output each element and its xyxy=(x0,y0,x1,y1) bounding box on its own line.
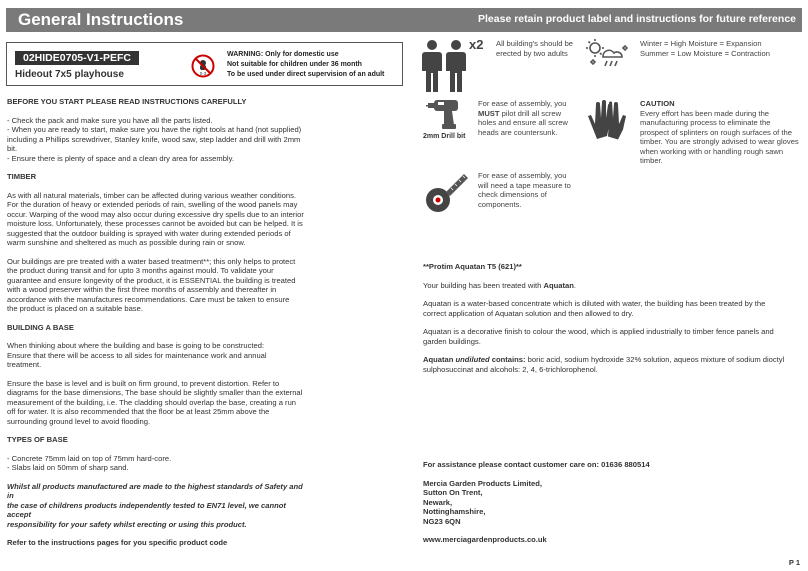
caution-heading: CAUTION xyxy=(640,99,675,108)
before-line: including a Phillips screwdriver, Stanley knife, wood saw, step ladder and drill with 2mm xyxy=(7,134,301,144)
timber-line: moisture loss. Unfortunately, these processes cannot be avoided but can be helped. It is xyxy=(7,219,303,228)
caution-line: timber. You are strongly advised to wear gloves xyxy=(640,137,799,146)
base-line: diagrams for the base dimensions, The base should be slightly smaller than the external xyxy=(7,388,303,397)
base-line: Ensure the base is level and is built on firm ground, to prevent distortion. Refer to xyxy=(7,378,280,388)
address-line: NG23 6QN xyxy=(423,516,461,526)
tape-measure-icon xyxy=(424,170,470,214)
timber-line: guarantee and ensure longevity of the product, it is ESSENTIAL the building is treated xyxy=(7,275,296,285)
base-line: treatment. xyxy=(7,360,42,369)
left-column xyxy=(7,97,307,548)
weather-text xyxy=(640,39,770,58)
product-code: 02HIDE0705-V1-PEFC xyxy=(15,51,139,65)
warning-text xyxy=(227,50,384,80)
timber-heading: TIMBER xyxy=(7,172,37,181)
aq3-bold: Aquatan xyxy=(423,355,456,364)
drill-text-line: holes and ensure all screw xyxy=(478,118,568,127)
standards-line: Whilst all products manufactured are made to the highest standards of Safety and in xyxy=(7,481,303,500)
people-text xyxy=(496,39,573,58)
page-title: General Instructions xyxy=(18,10,184,29)
refer-line: Refer to the instructions pages for you specific product code xyxy=(7,538,228,547)
base-line: Ensure that there will be access to all sides for maintenance work and annual xyxy=(7,350,267,360)
before-line: - Ensure there is plenty of space and a clean dry area for assembly. xyxy=(7,153,234,163)
drill-must: MUST xyxy=(478,108,500,118)
caution-line: when working with or handling rough sawn xyxy=(640,146,784,156)
timber-line: Our buildings are pre treated with a water based treatment**; this only helps to protect xyxy=(7,256,296,266)
before-heading: BEFORE YOU START PLEASE READ INSTRUCTIONS CAREFULLY xyxy=(7,97,247,106)
aquatan-line: Aquatan is a water-based concentrate which is diluted with water, the building has been treated by the xyxy=(423,299,766,308)
drill-text xyxy=(478,99,568,137)
aq3-italic: undiluted xyxy=(455,355,490,364)
types-heading: TYPES OF BASE xyxy=(7,435,68,444)
caution-line: timber. xyxy=(640,156,663,165)
types-line: - Slabs laid on 50mm of sharp sand. xyxy=(7,463,129,472)
aquatan-line: garden buildings. xyxy=(423,336,481,346)
drill-text-line: For ease of assembly, you xyxy=(478,99,567,108)
tape-text-line: For ease of assembly, you xyxy=(478,171,567,180)
people-text-line: erected by two adults xyxy=(496,48,568,58)
address-line: Sutton On Trent, xyxy=(423,488,483,497)
standards-line: the case of childrens products independently tested to EN71 level, we cannot accept xyxy=(7,500,286,519)
aquatan-line: sulphosuccinat and alcohols: 2, 4, 6-trichlorophenol. xyxy=(423,364,598,374)
aq3-rest: boric acid, sodium hydroxide 32% solution, aqueos mixture of sodium dioctyl xyxy=(525,355,785,364)
product-name: Hideout 7x5 playhouse xyxy=(15,69,124,80)
weather-text-line: Summer = Low Moisture = Contraction xyxy=(640,48,770,58)
drill-label: 2mm Drill bit xyxy=(423,133,466,140)
caution-line: Every effort has been made during the xyxy=(640,108,770,118)
base-line: off for water. It is also recommended that the floor be at least 25mm above the xyxy=(7,407,270,416)
built-suffix: . xyxy=(573,280,576,290)
before-line: - When you are ready to start, make sure you have the right tools at hand (not supplied) xyxy=(7,125,302,134)
standards-line: responsibility for your safety whilst erecting or using this product. xyxy=(7,519,247,529)
aquatan-line: correct application of Aquatan solution and then allowed to dry. xyxy=(423,308,634,318)
aq3-bold2: contains: xyxy=(489,355,526,364)
base-line: measurement of the building, i.e. The cladding should overlap the base, creating a run xyxy=(7,397,297,407)
built-prefix: Your building has been treated with xyxy=(423,280,544,290)
timber-line: occur. Warping of the wood may also occur during excessive dry spells due to an interior xyxy=(7,209,304,219)
two-people-icon xyxy=(420,38,470,94)
gloves-icon xyxy=(584,98,630,144)
caution-line: prospect of splinters on rough surfaces of the xyxy=(640,127,792,137)
page-number: P 1 xyxy=(788,558,800,567)
timber-line: For the duration of heavy or extended periods of rain, swelling of the wood panels may xyxy=(7,200,298,209)
assistance-line: For assistance please contact customer care on: 01636 880514 xyxy=(423,460,650,469)
caution-line: manufacturing process to eliminate the xyxy=(640,118,771,127)
not-for-under-3-icon xyxy=(191,54,215,78)
address-line: Nottinghamshire, xyxy=(423,507,486,516)
protim-heading: **Protim Aquatan T5 (621)** xyxy=(423,262,522,271)
before-line: bit. xyxy=(7,144,18,153)
people-count: x2 xyxy=(469,37,484,52)
timber-line: with a wood preserver within the first three months of assembly and thereafter in xyxy=(7,285,277,294)
warning-line: To be used under direct supervision of an adult xyxy=(227,71,385,78)
weather-text-line: Winter = High Moisture = Expansion xyxy=(640,39,762,48)
product-label-box xyxy=(6,42,403,86)
base-heading: BUILDING A BASE xyxy=(7,322,74,332)
protim-section xyxy=(423,262,795,374)
before-line: - Check the pack and make sure you have all the parts listed. xyxy=(7,115,213,125)
drill-text-line xyxy=(478,109,568,119)
tape-text-line: will need a tape measure to xyxy=(478,180,571,190)
header-subtitle: Please retain product label and instructions for future reference xyxy=(478,13,796,25)
aquatan-line: Aquatan is a decorative finish to colour the wood, which is applied industrially to timber fence panels and xyxy=(423,327,774,336)
built-line xyxy=(423,281,795,291)
warning-line: WARNING: Only for domestic use xyxy=(227,51,339,58)
drill-must-rest: pilot drill all screw xyxy=(499,108,562,118)
timber-line: the product during transit and for upto 3 months against mould. To validate your xyxy=(7,266,274,275)
types-line: - Concrete 75mm laid on top of 75mm hard-core. xyxy=(7,453,172,463)
timber-line: As with all natural materials, timber can be affected during various weather conditions. xyxy=(7,190,296,200)
people-text-line: All building's should be xyxy=(496,39,574,48)
timber-line: suggested that the outdoor building is sprayed with water during extended periods of xyxy=(7,228,291,238)
timber-line: the product is placed on a suitable base. xyxy=(7,304,143,313)
drill-text-line: heads are countersunk. xyxy=(478,127,558,137)
base-line: surrounding ground level to avoid flooding. xyxy=(7,416,151,426)
contact-section xyxy=(423,460,795,545)
timber-line: warm sunshine and sheltered as much as possible during rain or snow. xyxy=(7,238,246,247)
warning-line: Not suitable for children under 36 month xyxy=(227,61,362,68)
base-line: When thinking about where the building and base is going to be constructed: xyxy=(7,341,265,350)
age-badge-text: 0-3 xyxy=(199,71,207,76)
tape-text-line: components. xyxy=(478,199,522,209)
address-line: Newark, xyxy=(423,497,453,507)
drill-icon xyxy=(426,97,466,131)
address-line: Mercia Garden Products Limited, xyxy=(423,478,542,488)
weather-icon xyxy=(583,38,631,70)
caution-text xyxy=(640,99,799,166)
built-product: Aquatan xyxy=(543,280,574,290)
aquatan-contains-line xyxy=(423,355,795,365)
timber-line: accordance with the manufactures recommendations. Care must be taken to ensure xyxy=(7,294,290,304)
website-link[interactable]: www.merciagardenproducts.co.uk xyxy=(423,535,547,544)
tape-text xyxy=(478,171,571,209)
tape-text-line: check dimensions of xyxy=(478,190,547,199)
header-bar xyxy=(6,8,802,32)
